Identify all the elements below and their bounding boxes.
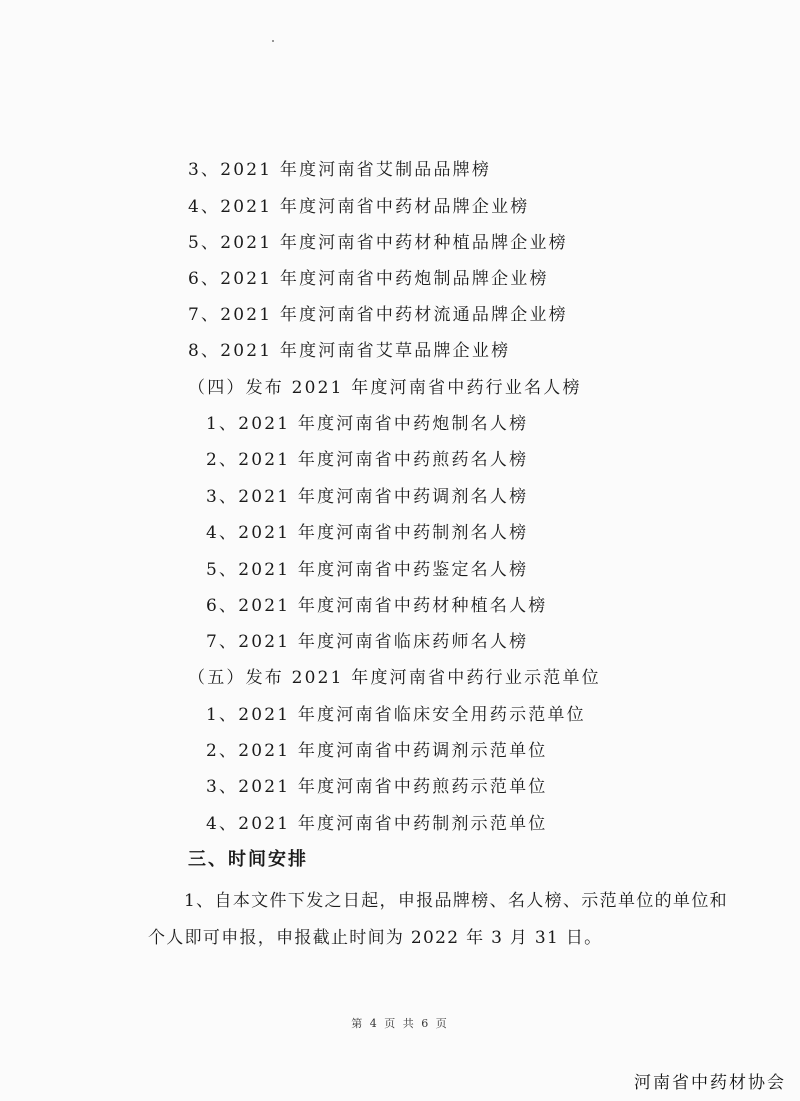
section-heading: 三、时间安排	[188, 849, 308, 870]
list-item: 4、2021 年度河南省中药材品牌企业榜	[188, 197, 530, 217]
list-item: 1、2021 年度河南省临床安全用药示范单位	[206, 705, 586, 725]
page-number: 第 4 页 共 6 页	[351, 1017, 449, 1030]
list-item: 3、2021 年度河南省中药调剂名人榜	[206, 487, 529, 507]
list-item: 3、2021 年度河南省中药煎药示范单位	[206, 777, 548, 797]
section-title: （五）发布 2021 年度河南省中药行业示范单位	[188, 668, 601, 688]
section-title: （四）发布 2021 年度河南省中药行业名人榜	[188, 378, 582, 398]
list-item: 7、2021 年度河南省中药材流通品牌企业榜	[188, 305, 568, 325]
list-item: 1、2021 年度河南省中药炮制名人榜	[206, 414, 529, 434]
list-item: 6、2021 年度河南省中药材种植名人榜	[206, 596, 548, 616]
list-item: 4、2021 年度河南省中药制剂名人榜	[206, 523, 529, 543]
list-item: 5、2021 年度河南省中药鉴定名人榜	[206, 560, 529, 580]
list-item: 5、2021 年度河南省中药材种植品牌企业榜	[188, 233, 568, 253]
watermark-text: 河南省中药材协会	[634, 1073, 786, 1093]
scan-speck	[272, 40, 274, 42]
list-item: 6、2021 年度河南省中药炮制品牌企业榜	[188, 269, 549, 289]
list-item: 7、2021 年度河南省临床药师名人榜	[206, 632, 529, 652]
list-item: 2、2021 年度河南省中药调剂示范单位	[206, 741, 548, 761]
body-paragraph: 1、自本文件下发之日起，申报品牌榜、名人榜、示范单位的单位和个人即可申报，申报截止时间为 2022 年 3 月 31 日。	[148, 891, 728, 948]
list-item: 8、2021 年度河南省艾草品牌企业榜	[188, 341, 511, 361]
list-item: 2、2021 年度河南省中药煎药名人榜	[206, 450, 529, 470]
list-item: 4、2021 年度河南省中药制剂示范单位	[206, 814, 548, 834]
list-item: 3、2021 年度河南省艾制品品牌榜	[188, 160, 492, 180]
